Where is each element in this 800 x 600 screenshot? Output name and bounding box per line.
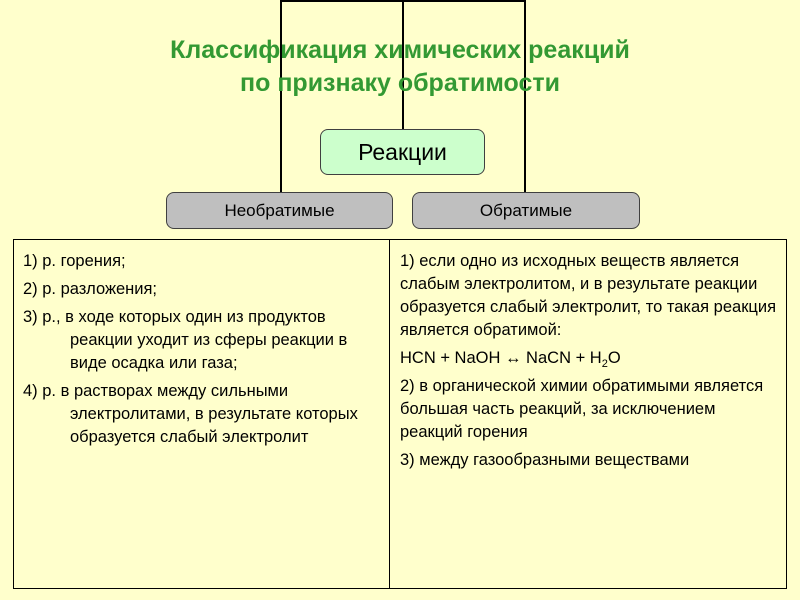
title-line-2: по признаку обратимости	[240, 69, 560, 97]
connector-line	[280, 0, 526, 2]
category-irreversible: Необратимые	[166, 192, 393, 229]
list-item: 1) р. горения;	[23, 252, 126, 270]
list-item: 1) если одно из исходных веществ является слабым электролитом, и в результате реакции образуется слабый электролит, то такая реакция является обратимой:	[400, 252, 777, 339]
irreversible-column	[14, 240, 390, 588]
reversible-column	[390, 240, 786, 588]
comparison-table	[13, 239, 787, 589]
category-reversible: Обратимые	[412, 192, 640, 229]
list-item: 3) между газообразными веществами	[400, 451, 690, 469]
reaction-equation	[400, 347, 778, 370]
list-item: 4) р. в растворах между сильными электролитами, в результате которых образуется слабый электролит	[23, 382, 358, 446]
title-line-1: Классификация химических реакций	[170, 36, 630, 64]
equation-tail: O	[607, 349, 621, 367]
page-title	[0, 34, 800, 100]
list-item: 2) р. разложения;	[23, 280, 158, 298]
list-item: 3) р., в ходе которых один из продуктов реакции уходит из сферы реакции в виде осадка или газа;	[23, 308, 348, 372]
equation-main: HCN + NaOH ↔ NaCN + H	[400, 349, 602, 367]
equation-subscript: 2	[601, 358, 608, 370]
list-item: 2) в органической химии обратимыми является большая часть реакций, за исключением реакций горения	[400, 377, 764, 441]
root-node: Реакции	[320, 129, 485, 175]
